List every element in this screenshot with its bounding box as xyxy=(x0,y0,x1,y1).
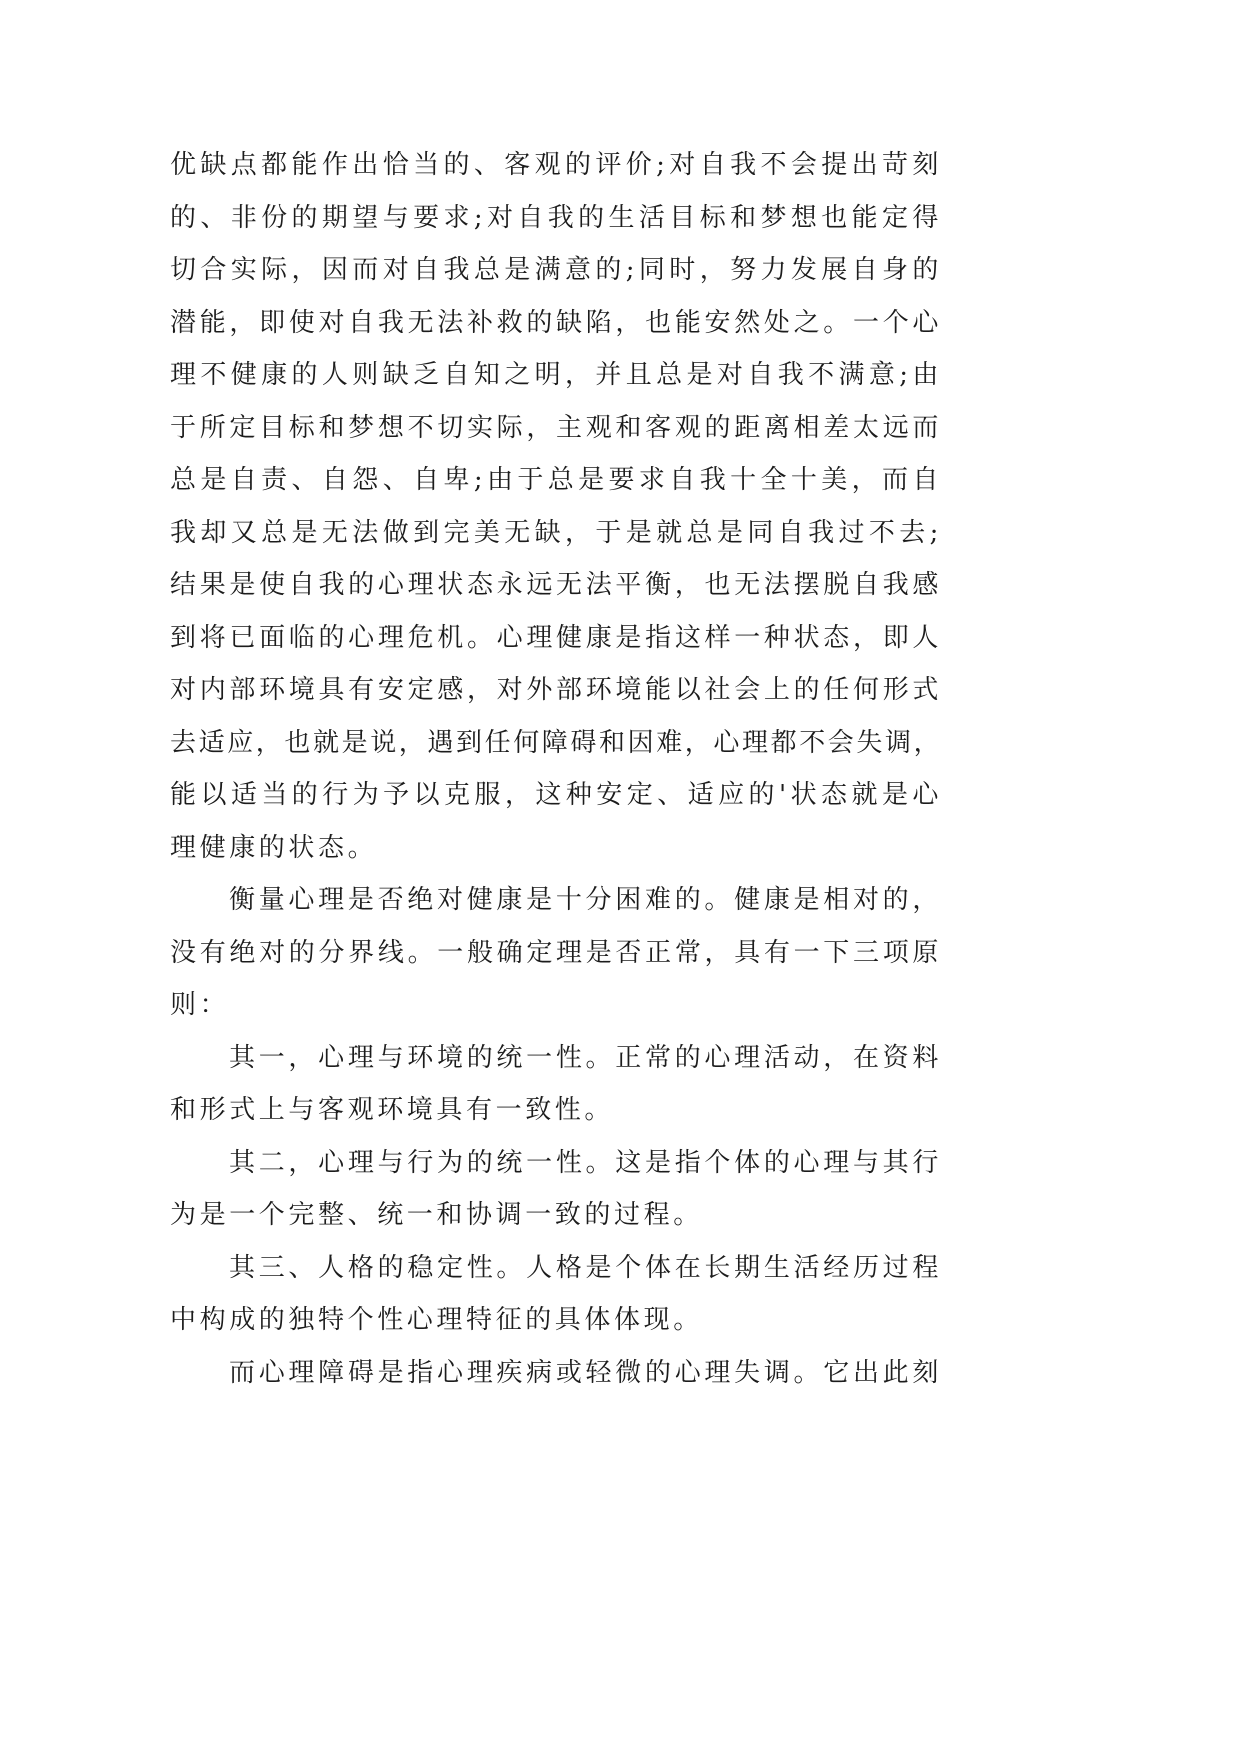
text-line: 没有绝对的分界线。一般确定理是否正常，具有一下三项原 xyxy=(170,937,942,968)
text-line: 去适应，也就是说，遇到任何障碍和因难，心理都不会失调， xyxy=(170,727,942,758)
text-line: 潜能，即使对自我无法补救的缺陷，也能安然处之。一个心 xyxy=(170,307,942,338)
text-line: 其三、人格的稳定性。人格是个体在长期生活经历过程 xyxy=(229,1252,942,1283)
paragraph xyxy=(170,1032,942,1137)
text-line: 切合实际，因而对自我总是满意的;同时，努力发展自身的 xyxy=(170,255,942,285)
paragraph xyxy=(170,1347,942,1400)
text-line: 于所定目标和梦想不切实际，主观和客观的距离相差太远而 xyxy=(170,412,942,443)
text-line: 对内部环境具有安定感，对外部环境能以社会上的任何形式 xyxy=(170,675,942,705)
paragraph xyxy=(170,1137,942,1242)
document-body xyxy=(170,139,942,1399)
text-line: 中构成的独特个性心理特征的具体体现。 xyxy=(170,1305,703,1335)
text-line: 而心理障碍是指心理疾病或轻微的心理失调。它出此刻 xyxy=(229,1357,942,1388)
text-line: 的、非份的期望与要求;对自我的生活目标和梦想也能定得 xyxy=(170,202,942,233)
text-line: 能以适当的行为予以克服，这种安定、适应的'状态就是心 xyxy=(170,780,942,810)
paragraph xyxy=(170,139,942,874)
paragraph xyxy=(170,1242,942,1347)
text-line: 和形式上与客观环境具有一致性。 xyxy=(170,1095,615,1125)
text-line: 其一，心理与环境的统一性。正常的心理活动，在资料 xyxy=(229,1042,942,1073)
text-line: 总是自责、自怨、自卑;由于总是要求自我十全十美，而自 xyxy=(170,465,942,495)
text-line: 到将已面临的心理危机。心理健康是指这样一种状态，即人 xyxy=(170,622,942,653)
text-line: 理健康的状态。 xyxy=(170,832,378,863)
text-line: 我却又总是无法做到完美无缺，于是就总是同自我过不去; xyxy=(170,517,942,548)
text-line: 优缺点都能作出恰当的、客观的评价;对自我不会提出苛刻 xyxy=(170,150,942,180)
text-line: 为是一个完整、统一和协调一致的过程。 xyxy=(170,1200,703,1230)
text-line: 理不健康的人则缺乏自知之明，并且总是对自我不满意;由 xyxy=(170,360,942,390)
text-line: 衡量心理是否绝对健康是十分困难的。健康是相对的， xyxy=(229,885,942,915)
text-line: 结果是使自我的心理状态永远无法平衡，也无法摆脱自我感 xyxy=(170,570,942,600)
text-line: 其二，心理与行为的统一性。这是指个体的心理与其行 xyxy=(229,1147,942,1178)
paragraph xyxy=(170,874,942,1032)
text-line: 则： xyxy=(170,990,230,1020)
